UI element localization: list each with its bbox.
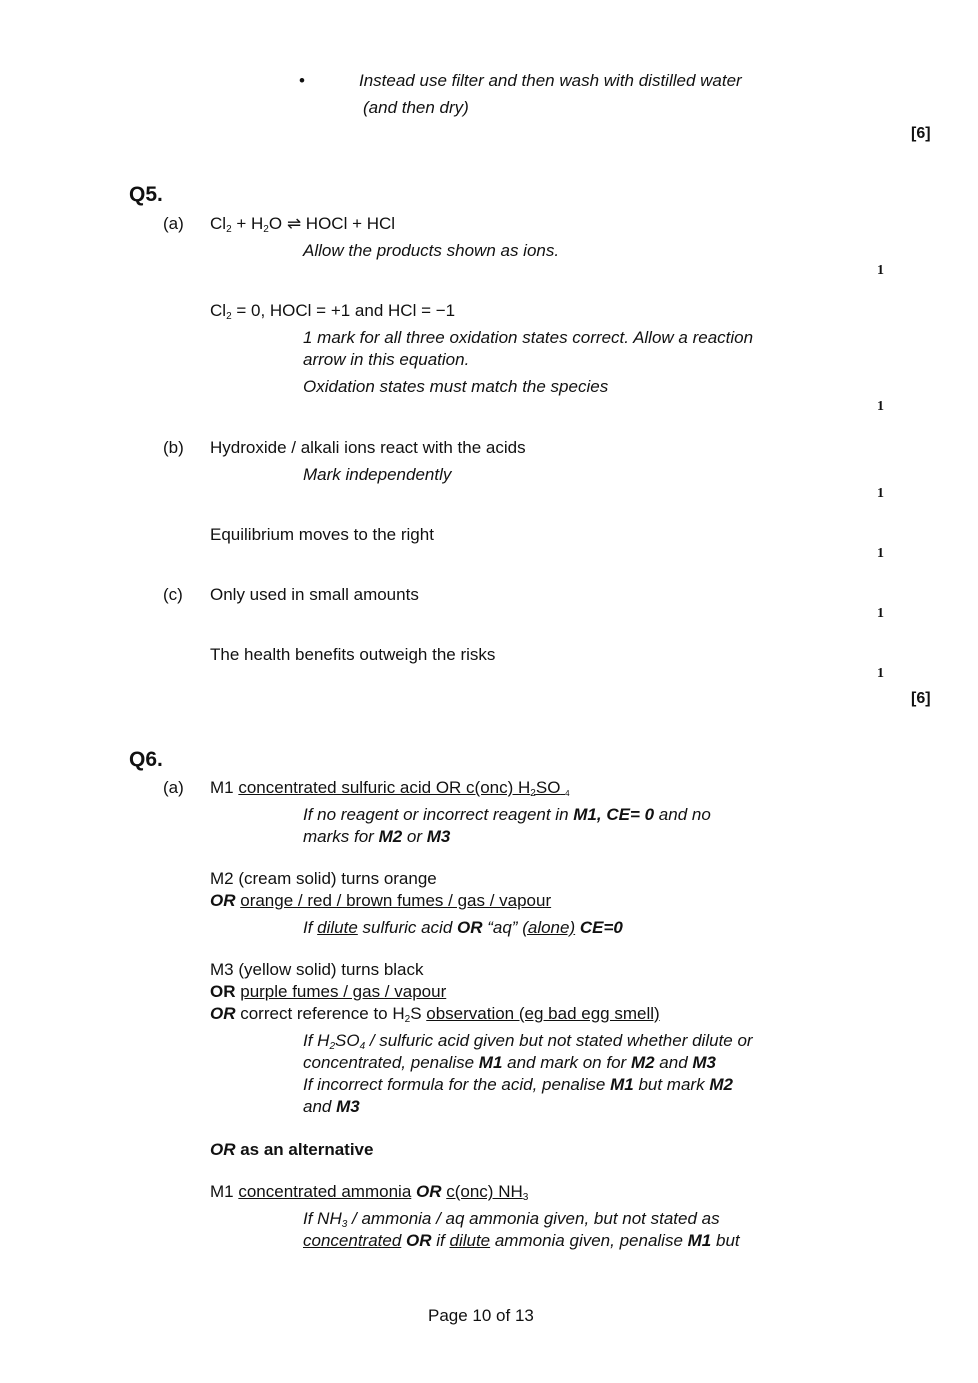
part-label: (a) <box>163 778 184 797</box>
note-line: (and then dry) <box>363 98 469 117</box>
answer-line: Equilibrium moves to the right <box>210 525 434 544</box>
marking-note: If no reagent or incorrect reagent in M1, CE= 0 and no <box>303 805 711 824</box>
equilibrium-arrow: ⇌ <box>286 214 302 233</box>
marking-note: Allow the products shown as ions. <box>303 241 560 260</box>
mark-value: 1 <box>877 399 884 414</box>
answer-line: M3 (yellow solid) turns black <box>210 960 424 979</box>
question-title: Q5. <box>129 183 163 206</box>
answer-line: Only used in small amounts <box>210 585 419 604</box>
part-label: (c) <box>163 585 183 604</box>
answer-line: The health benefits outweigh the risks <box>210 645 496 664</box>
answer-line: Hydroxide / alkali ions react with the acids <box>210 438 526 457</box>
part-label: (b) <box>163 438 184 457</box>
equation: Cl2 + H2O ⇌ HOCl + HCl <box>210 214 396 235</box>
answer-line: OR orange / red / brown fumes / gas / vapour <box>210 891 552 910</box>
marking-note: concentrated OR if dilute ammonia given, penalise M1 but <box>303 1231 740 1250</box>
mark-value: 1 <box>877 606 884 621</box>
marking-note: 1 mark for all three oxidation states correct. Allow a reaction <box>303 328 754 347</box>
marking-note: If H2SO4 / sulfuric acid given but not stated whether dilute or <box>303 1031 753 1052</box>
marking-note: If dilute sulfuric acid OR “aq” (alone) CE=0 <box>303 918 623 937</box>
question-total: [6] <box>911 125 931 142</box>
answer-line: M1 concentrated sulfuric acid OR c(onc) H2SO 4 <box>210 778 570 799</box>
question-title: Q6. <box>129 748 163 771</box>
note-line: Instead use filter and then wash with distilled water <box>359 71 742 90</box>
part-label: (a) <box>163 214 184 233</box>
marking-note: If NH3 / ammonia / aq ammonia given, but not stated as <box>303 1209 720 1230</box>
answer-line: Cl2 = 0, HOCl = +1 and HCl = −1 <box>210 301 456 322</box>
marking-note: Mark independently <box>303 465 452 484</box>
marking-note: If incorrect formula for the acid, penalise M1 but mark M2 <box>303 1075 733 1094</box>
marking-note: and M3 <box>303 1097 360 1116</box>
answer-line: OR purple fumes / gas / vapour <box>210 982 447 1001</box>
answer-line: M2 (cream solid) turns orange <box>210 869 437 888</box>
answer-line: M1 concentrated ammonia OR c(onc) NH3 <box>210 1182 529 1203</box>
page-number: Page 10 of 13 <box>428 1306 534 1325</box>
marking-note: Oxidation states must match the species <box>303 377 609 396</box>
mark-value: 1 <box>877 263 884 278</box>
answer-line: OR correct reference to H2S observation (eg bad egg smell) <box>210 1004 660 1025</box>
marking-note: arrow in this equation. <box>303 350 470 369</box>
alternative-heading: OR as an alternative <box>210 1140 374 1159</box>
marking-note: marks for M2 or M3 <box>303 827 451 846</box>
mark-value: 1 <box>877 546 884 561</box>
mark-value: 1 <box>877 666 884 681</box>
question-total: [6] <box>911 690 931 707</box>
mark-value: 1 <box>877 486 884 501</box>
bullet: • <box>299 71 305 90</box>
marking-note: concentrated, penalise M1 and mark on for M2 and M3 <box>303 1053 716 1072</box>
